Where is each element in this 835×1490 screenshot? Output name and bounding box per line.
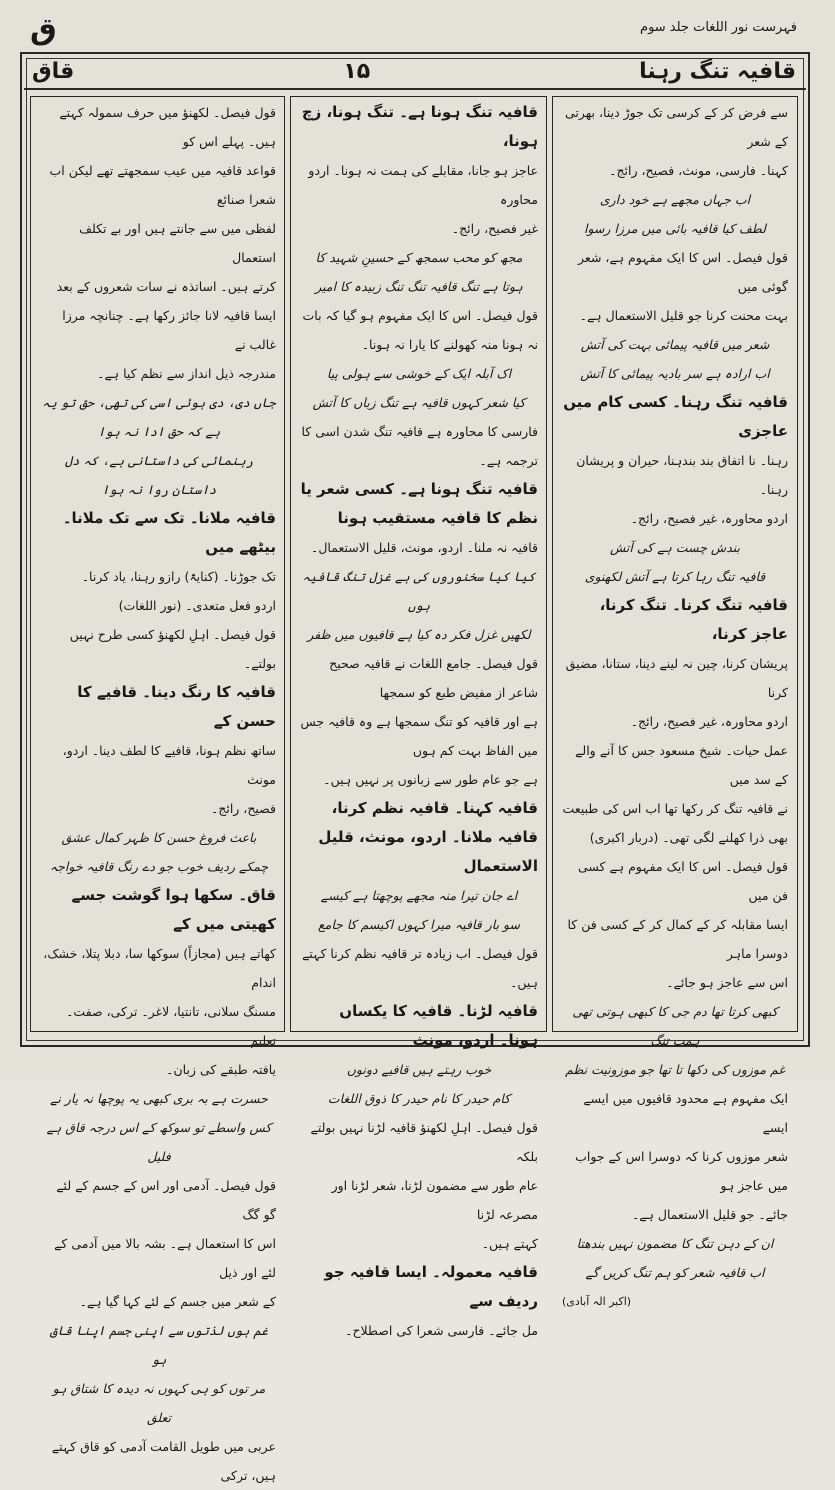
text-line: عربی میں طویل القامت آدمی کو قاق کہتے ہیں، ترکی xyxy=(51,1439,276,1483)
text-line: نے قافیہ تنگ کر رکھا تھا اب اس کی طبیعت xyxy=(562,801,788,816)
text-line: کے شعر میں جسم کے لئے کہا گیا ہے۔ xyxy=(79,1294,276,1309)
text-line: اس سے عاجز ہو جائے۔ xyxy=(666,975,788,990)
book-title: فہرست نور اللغات جلد سوم xyxy=(640,20,797,35)
verse-line: بندش چست ہے کی آتش xyxy=(609,540,741,555)
verse-line: جاں دی، دی ہوئی اسی کی تھی، حق تو یہ ہے کہ حق ادا نہ ہوا xyxy=(42,395,276,439)
entry-headword-line: قاق۔ سکھا ہوا گوشت جسے کھیتی میں کے xyxy=(71,886,276,933)
text-line: نہ ہونا منہ کھولنے کا یارا نہ ہونا۔ xyxy=(361,337,538,352)
verse-line: اک آبلہ ایک کے خوشی سے ہولی پیا xyxy=(326,366,512,381)
text-line: کرتے ہیں۔ اساتذہ نے سات شعروں کے بعد xyxy=(56,279,276,294)
text-line: بھی ذرا کھلنے لگی تھی۔ (دربار اکبری) xyxy=(589,830,788,845)
corner-letter: ق xyxy=(30,12,57,47)
entry-headword-line: قافیہ کہنا۔ قافیہ نظم کرنا، قافیہ ملانا۔ اردو، مونث، قلیل الاستعمال xyxy=(318,799,538,875)
text-line: عام طور سے مضمون لڑنا، شعر لڑنا اور مصرعہ لڑنا xyxy=(331,1178,538,1222)
text-line: کہنا۔ فارسی، مونث، فصیح، رائج۔ xyxy=(609,163,788,178)
verse-line: سو بار قافیہ میرا کہوں اکیسم کا جامع xyxy=(318,917,520,932)
verse-line: مر توں کو ہی کہوں نہ دیدہ کا شتاق ہو تعلق xyxy=(52,1381,266,1425)
text-line: کہتے ہیں۔ xyxy=(481,1236,538,1251)
text-line: ہے اور قافیہ کو تنگ سمجھا ہے وہ قافیہ جس میں الفاظ بہت کم ہوں xyxy=(300,714,538,758)
text-line: قول فیصل۔ اس کا ایک مفہوم ہے، شعر گوئی میں xyxy=(578,250,788,294)
entry-headword-line: قافیہ تنگ ہونا ہے۔ تنگ ہونا، زچ ہونا، xyxy=(301,103,538,150)
verse-line: کیا کیا سخنوروں کی ہے غزل تنگ قافیہ ہوں xyxy=(302,569,536,613)
text-line: قول فیصل۔ اس کا ایک مفہوم ہو گیا کہ بات xyxy=(302,308,538,323)
verse-line: حسرت ہے بہ بری کبھی یہ پوچھا نہ یار نے xyxy=(50,1091,268,1106)
header-first-word: قافیہ تنگ رہنا xyxy=(639,58,796,84)
entry-headword-line: قافیہ لڑنا۔ قافیہ کا یکساں ہونا۔ اردو، مونث xyxy=(339,1002,538,1049)
text-line: پریشان کرنا، چین نہ لینے دینا، ستانا، مضیق کرنا xyxy=(565,656,788,700)
text-line: فارسی کا محاورہ ہے قافیہ تنگ شدن اسی کا ترجمہ ہے۔ xyxy=(301,424,538,468)
verse-line: کیا شعر کہوں قافیہ ہے تنگ زباں کا آتش xyxy=(312,395,526,410)
column-middle xyxy=(290,92,548,1338)
text-line: اردو محاورہ، غیر فصیح، رائج۔ xyxy=(630,511,788,526)
entry-headword-line: قافیہ ملانا۔ تک سے تک ملانا۔ بیٹھے میں xyxy=(62,509,276,556)
text-line: عاجز ہو جانا، مقابلے کی ہمت نہ ہونا۔ اردو محاورہ xyxy=(308,163,538,207)
text-line: غیر فصیح، رائج۔ xyxy=(451,221,538,236)
text-line: قول فیصل۔ آدمی اور اس کے جسم کے لئے گو گگ xyxy=(56,1178,276,1222)
verse-line: چمکے ردیف خوب جو دے رنگ قافیہ خواجہ xyxy=(49,859,269,874)
verse-line: قافیہ تنگ رہا کرتا ہے آتش لکھنوی xyxy=(584,569,766,584)
text-line: عمل حیات۔ شیخ مسعود جس کا آنے والے کے سد میں xyxy=(575,743,788,787)
text-line: ایک مفہوم ہے محدود قافیوں میں ایسے ایسے xyxy=(583,1091,788,1135)
column-left xyxy=(32,92,286,1483)
text-line: قافیہ نہ ملنا۔ اردو، مونث، قلیل الاستعمال۔ xyxy=(311,540,538,555)
entry-headword-line: قافیہ تنگ رہنا۔ کسی کام میں عاجزی xyxy=(563,393,788,440)
text-line: بہت محنت کرنا جو قلیل الاستعمال ہے۔ xyxy=(579,308,788,323)
text-line: تک جوڑنا۔ (کنایۃً) رازو رہنا، یاد کرنا۔ xyxy=(81,569,276,584)
entry-headword-line: قافیہ کا رنگ دینا۔ قافیے کا حسن کے xyxy=(77,683,276,730)
verse-line: کس واسطے تو سوکھ کے اس درجہ قاق ہے فلیل xyxy=(46,1120,272,1164)
verse-line: اب قافیہ شعر کو ہم تنگ کریں گے xyxy=(585,1265,765,1280)
verse-line: اب جہاں مجھے ہے خود داری xyxy=(599,192,751,207)
verse-line: اے جان تیرا منہ مجھے پوچھتا ہے کیسے xyxy=(320,888,518,903)
text-line: رہنا۔ نا اتفاق بند بندہنا، حیران و پریشان رہنا۔ xyxy=(576,453,788,497)
text-line: ہے جو عام طور سے زبانوں پر نہیں ہیں۔ xyxy=(323,772,538,787)
verse-line: غم ہوں لذتوں سے اپنی جسم اپنا قاق ہو xyxy=(49,1323,269,1367)
text-line: قول فیصل۔ اب زیادہ تر قافیہ نظم کرنا کہتے ہیں۔ xyxy=(302,946,538,990)
text-line: مل جائے۔ فارسی شعرا کی اصطلاح۔ xyxy=(345,1323,538,1338)
text-line: سے فرض کر کے کرسی تک جوڑ دینا، بھرتی کے شعر xyxy=(564,105,788,149)
verse-line: شعر میں قافیہ پیمائی بہت کی آتش xyxy=(580,337,770,352)
text-line: قول فیصل۔ اس کا ایک مفہوم ہے کسی فن میں xyxy=(577,859,788,903)
header-last-word: قاق xyxy=(32,58,75,84)
text-line: اردو فعل متعدی۔ (نور اللغات) xyxy=(118,598,276,613)
text-line: مسنگ سلانی، تانتیا، لاغر۔ ترکی، صفت۔ تعلیم xyxy=(66,1004,276,1048)
verse-line: غم موزوں کی دکھا تا تھا جو موزونیت نظم xyxy=(565,1062,785,1077)
citation-line: (اکبر الہ آبادی) xyxy=(562,1295,632,1308)
header-rule xyxy=(24,88,806,90)
text-line: مندرجہ ذیل انداز سے نظم کیا ہے۔ xyxy=(97,366,276,381)
column-right xyxy=(552,92,798,1308)
text-line: شعر موزوں کرنا کہ دوسرا اس کے جواب میں عاجز ہو xyxy=(575,1149,788,1193)
verse-line: خوب رہتے ہیں قافیے دونوں xyxy=(346,1062,492,1077)
verse-line: رہنمائی کی داستانی ہے، کہ دل داستان روا نہ ہوا xyxy=(64,453,254,497)
text-line: قول فیصل۔ اہلِ لکھنؤ کسی طرح نہیں بولتے۔ xyxy=(69,627,276,671)
text-line: اردو محاورہ، غیر فصیح، رائج۔ xyxy=(630,714,788,729)
verse-line: لکھیں غزل فکر دہ کیا ہے قافیوں میں ظفر xyxy=(307,627,531,642)
page-number: ۱۵ xyxy=(343,58,371,84)
text-line: کھاتے ہیں (مجازاً) سوکھا سا، دبلا پتلا، خشک، اندام xyxy=(43,946,276,990)
text-line: لفظی میں سے جانتے ہیں اور بے تکلف استعمال xyxy=(79,221,276,265)
verse-line: کبھی کرتا تھا دم جی کا کبھی ہوتی تھی ہمت تنگ xyxy=(572,1004,778,1048)
entry-headword-line: قافیہ معمولہ۔ ایسا قافیہ جو ردیف سے xyxy=(324,1263,538,1310)
text-line: قول فیصل۔ لکھنؤ میں حرف سمولہ کہتے ہیں۔ پہلے اس کو xyxy=(59,105,276,149)
text-line: ایسا قافیہ لانا جائز رکھا ہے۔ چنانچہ مرزا غالب نے xyxy=(62,308,276,352)
entry-headword-line: قافیہ تنگ کرنا۔ تنگ کرنا، عاجز کرنا، xyxy=(599,596,788,643)
text-line: قول فیصل۔ جامع اللغات نے قافیہ صحیح شاعر از مفیض طبع کو سمجھا xyxy=(329,656,538,700)
verse-line: مجھ کو محب سمجھ کے حسینِ شہید کا xyxy=(315,250,523,265)
verse-line: ہوتا ہے تنگ قافیہ تنگ تنگ زبیدہ کا امیر xyxy=(315,279,523,294)
entry-headword-line: قافیہ تنگ ہونا ہے۔ کسی شعر یا نظم کا قافیہ مستقیب ہونا xyxy=(300,480,538,527)
verse-line: اب ارادہ ہے سر بادیہ پیمائی کا آتش xyxy=(580,366,770,381)
text-line: قواعد قافیہ میں عیب سمجھتے تھے لیکن اب شعرا صنائع xyxy=(49,163,276,207)
text-line: ایسا مقابلہ کر کے کمال کر کے کسی فن کا دوسرا ماہر xyxy=(567,917,788,961)
verse-line: باعث فروغ حسن کا ظہر کمال عشق xyxy=(61,830,257,845)
verse-line: ان کے دہن تنگ کا مضمون نہیں بندھتا xyxy=(576,1236,774,1251)
text-line: جائے۔ جو قلیل الاستعمال ہے۔ xyxy=(631,1207,788,1222)
text-line: فصیح، رائج۔ xyxy=(210,801,276,816)
text-line: ساتھ نظم ہونا، قافیے کا لطف دینا۔ اردو، مونث xyxy=(62,743,276,787)
text-line: اس کا استعمال ہے۔ بشہ بالا میں آدمی کے لئے اور ذیل xyxy=(54,1236,276,1280)
verse-line: کام حیدر کا نام حیدر کا ذوق اللغات xyxy=(327,1091,511,1106)
verse-line: لطف کیا قافیہ بائی میں مرزا رسوا xyxy=(584,221,766,236)
text-line: قول فیصل۔ اہلِ لکھنؤ قافیہ لڑنا نہیں بولتے بلکہ xyxy=(310,1120,538,1164)
text-line: یافتہ طبقے کی زبان۔ xyxy=(166,1062,276,1077)
running-header xyxy=(24,54,806,88)
